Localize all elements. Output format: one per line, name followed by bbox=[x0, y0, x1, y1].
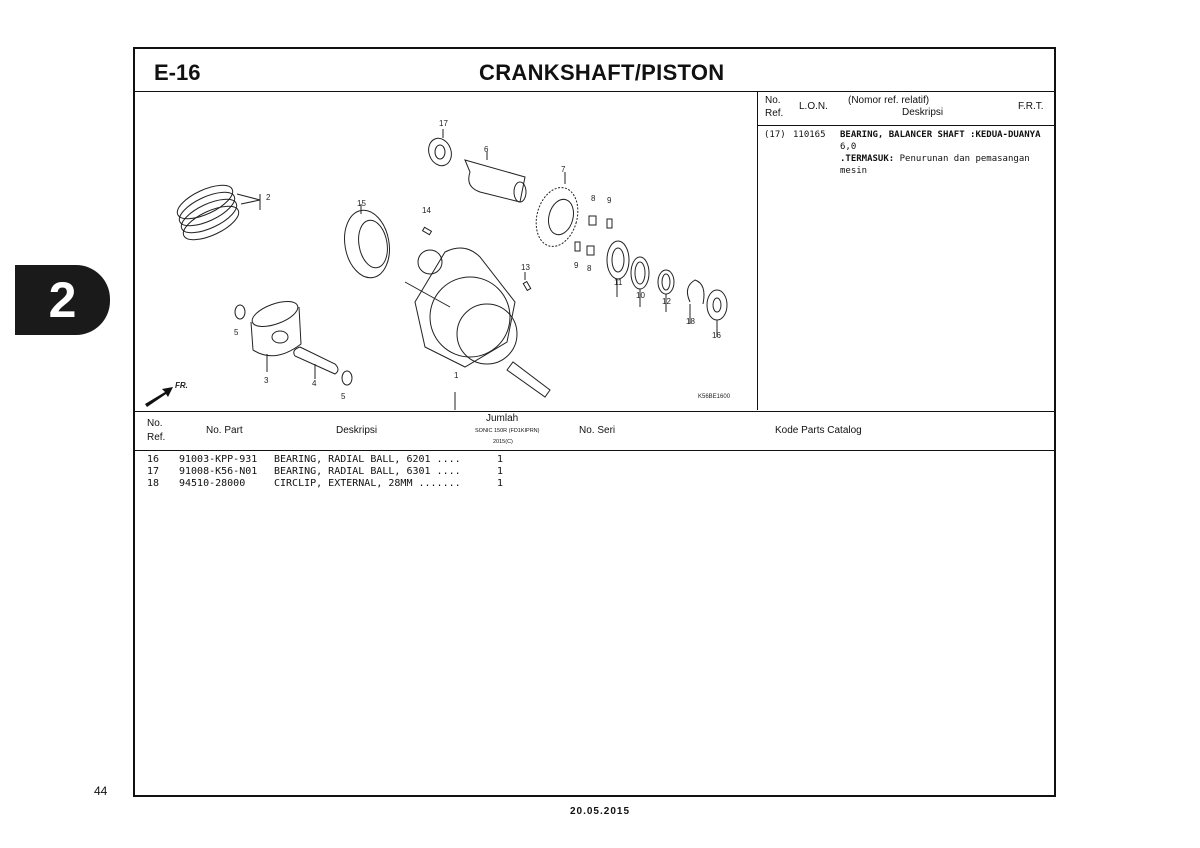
row-quantity: 1 bbox=[497, 478, 504, 489]
page-title: CRANKSHAFT/PISTON bbox=[479, 60, 725, 85]
callout-8: 8 bbox=[587, 264, 592, 273]
callout-14: 14 bbox=[422, 206, 431, 215]
parts-header-serial: No. Seri bbox=[579, 425, 616, 436]
parts-header-description: Deskripsi bbox=[336, 425, 378, 436]
parts-header-part-no: No. Part bbox=[206, 425, 243, 436]
row-description: BEARING, RADIAL BALL, 6301 .... bbox=[274, 466, 461, 477]
callout-16: 16 bbox=[712, 331, 721, 340]
callout-11: 11 bbox=[614, 278, 623, 287]
bearing-16-drawing bbox=[707, 290, 727, 320]
callout-5: 5 bbox=[341, 392, 346, 401]
callout-8: 8 bbox=[591, 194, 596, 203]
callout-12: 12 bbox=[662, 297, 671, 306]
circlip-drawing bbox=[687, 280, 704, 304]
section-code: E-16 bbox=[154, 60, 201, 85]
piston-drawing bbox=[249, 296, 301, 372]
callout-2: 2 bbox=[266, 193, 271, 202]
callout-9: 9 bbox=[607, 196, 612, 205]
balancer-shaft-drawing bbox=[465, 152, 526, 202]
lon-row-note: Penurunan dan pemasangan mesin bbox=[840, 154, 1030, 176]
callout-7: 7 bbox=[561, 165, 566, 174]
row-part-number: 91003-KPP-931 bbox=[179, 454, 258, 465]
callout-labels bbox=[234, 119, 721, 401]
section-tab: 2 bbox=[15, 265, 110, 335]
diagram-image-code: K56BE1600 bbox=[698, 394, 731, 400]
lon-row-description bbox=[840, 129, 1050, 177]
row-ref: 17 bbox=[147, 466, 160, 477]
lon-row-ref: (17) bbox=[764, 130, 786, 140]
row-quantity: 1 bbox=[497, 466, 504, 477]
lon-row-desc-title: BEARING, BALANCER SHAFT :KEDUA-DUANYA bbox=[840, 130, 1041, 140]
piston-rings-drawing bbox=[173, 178, 260, 246]
bearing-17-drawing bbox=[425, 129, 455, 169]
row-part-number: 94510-28000 bbox=[179, 478, 246, 489]
callout-17: 17 bbox=[439, 119, 448, 128]
callout-9: 9 bbox=[574, 261, 579, 270]
lon-row-note-label: .TERMASUK: bbox=[840, 154, 895, 164]
lon-row-code: 110165 bbox=[793, 130, 826, 140]
bearing-15-drawing bbox=[339, 204, 394, 281]
page-number: 44 bbox=[94, 784, 108, 798]
callout-6: 6 bbox=[484, 145, 489, 154]
lon-header-no: No. bbox=[765, 95, 781, 106]
row-description: CIRCLIP, EXTERNAL, 28MM ....... bbox=[274, 478, 461, 489]
callout-18: 18 bbox=[686, 317, 695, 326]
row-description: BEARING, RADIAL BALL, 6201 .... bbox=[274, 454, 461, 465]
callout-1: 1 bbox=[454, 371, 459, 380]
page-header bbox=[135, 49, 1054, 92]
callout-5: 5 bbox=[234, 328, 239, 337]
callout-15: 15 bbox=[357, 199, 366, 208]
parts-header-catalog-code: Kode Parts Catalog bbox=[775, 425, 862, 436]
callout-3: 3 bbox=[264, 376, 269, 385]
lon-header-ref: Ref. bbox=[765, 108, 784, 119]
lon-header-nomor-ref: (Nomor ref. relatif) bbox=[848, 95, 930, 106]
fr-arrow-icon bbox=[145, 387, 173, 407]
parts-header-no: No. bbox=[147, 418, 163, 429]
lon-header-deskripsi: Deskripsi bbox=[902, 107, 944, 118]
crankshaft-drawing bbox=[405, 248, 550, 410]
callout-13: 13 bbox=[521, 263, 530, 272]
table-row bbox=[147, 478, 547, 490]
row-ref: 18 bbox=[147, 478, 160, 489]
parts-header-year: 2015(C) bbox=[493, 439, 513, 445]
piston-pin-clip-drawing bbox=[342, 371, 352, 385]
parts-table-header bbox=[135, 411, 1054, 451]
callout-4: 4 bbox=[312, 379, 317, 388]
piston-pin-clip-drawing bbox=[235, 305, 245, 319]
parts-header-model: SONIC 150R (FD1KIPRN) bbox=[475, 428, 540, 434]
parts-header-ref: Ref. bbox=[147, 432, 166, 443]
lon-header-frt: F.R.T. bbox=[1018, 101, 1044, 112]
piston-pin-drawing bbox=[294, 347, 338, 379]
callout-10: 10 bbox=[636, 291, 645, 300]
table-row bbox=[147, 454, 547, 466]
exploded-parts-diagram bbox=[135, 92, 758, 410]
lon-table-header bbox=[758, 92, 1054, 126]
fr-label: FR. bbox=[175, 381, 188, 390]
row-quantity: 1 bbox=[497, 454, 504, 465]
footer-date: 20.05.2015 bbox=[569, 806, 631, 817]
balancer-gear-drawing bbox=[530, 172, 584, 251]
row-part-number: 91008-K56-N01 bbox=[179, 466, 258, 477]
thrust-washer-drawing bbox=[607, 241, 629, 279]
parts-header-quantity: Jumlah bbox=[486, 413, 519, 424]
lon-table bbox=[758, 92, 1054, 410]
table-row bbox=[147, 466, 547, 478]
lon-row-value: 6,0 bbox=[840, 142, 857, 152]
lon-header-lon: L.O.N. bbox=[799, 101, 828, 112]
crankshaft-piston-drawing bbox=[135, 92, 757, 410]
row-ref: 16 bbox=[147, 454, 160, 465]
catalog-page-frame bbox=[133, 47, 1056, 797]
parts-list bbox=[147, 454, 547, 490]
